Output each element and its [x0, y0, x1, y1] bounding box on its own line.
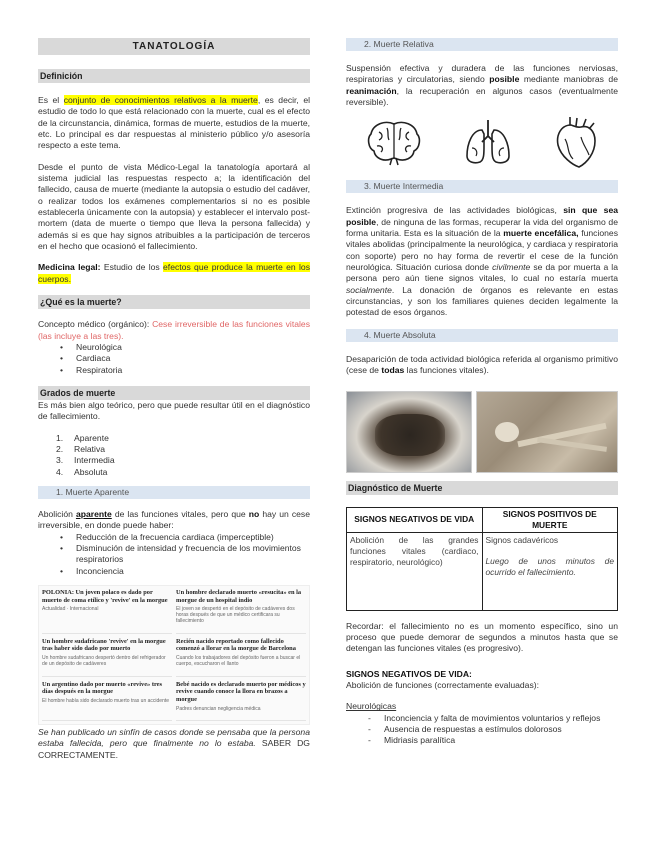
- signos-table: [346, 507, 618, 611]
- remains-photo: [346, 391, 472, 473]
- list-item: - Ausencia de respuestas a estímulos dolorosos: [366, 724, 618, 735]
- table-row: [347, 532, 618, 610]
- intermedia-paragraph: Extinción progresiva de las actividades biológicas, sin que sea posible, de ninguna de las formas, recuperar la vida del organismo de forma unitaria. Esta es la situación de la muerte encefálica, funciones vitales abolidas (principalmente la neurológica, y cardiaca y respiratoria con soporte) pero no hay forma de revertir el cese de la función neurológica. Situación curiosa donde civilmente se da por muerta a la persona pero aún tiene signos vitales, lo cual no estaría muerta socialmente. La donación de órganos es relevante en estas circunstancias, y son los familiares quienes deciden legalmente la potestad de esos órganos.: [346, 205, 619, 318]
- signos-negativos-heading: SIGNOS NEGATIVOS DE VIDA:: [346, 668, 472, 679]
- lungs-icon: [462, 116, 514, 168]
- recordar-paragraph: Recordar: el fallecimiento no es un momento específico, sino un proceso que puede demorar de segundos a minutos hasta que se detengan las funciones vitales (es progresivo).: [346, 620, 618, 654]
- grados-list: [56, 433, 310, 478]
- definicion-heading: Definición: [38, 69, 310, 83]
- muerte-aparente-heading: 1. Muerte Aparente: [38, 486, 310, 499]
- aparente-paragraph: Abolición aparente de las funciones vitales, pero que no hay un cese irreversible, en donde puede haber:: [38, 508, 310, 531]
- brain-icon: [365, 118, 423, 166]
- right-column: [346, 38, 618, 747]
- muerte-relativa-heading: 2. Muerte Relativa: [346, 38, 618, 51]
- list-item: 4. Absoluta: [56, 466, 108, 477]
- table-cell: Abolición de las grandes funciones vitales (cardiaco, respiratorio, neurológico): [347, 532, 483, 610]
- funciones-list: [58, 342, 310, 376]
- news-clipping: Un hombre sudafricano 'revive' en la morgue tras haber sido dado por muerto Un hombre sudafricano despertó dentro del refrigerador de un depósito de cadáveres: [42, 638, 172, 677]
- diagnostico-heading: Diagnóstico de Muerte: [346, 481, 618, 495]
- left-column: [38, 38, 310, 761]
- news-collage: [38, 585, 310, 725]
- heart-icon: [553, 115, 599, 169]
- definicion-paragraph: Es el conjunto de conocimientos relativos a la muerte, es decir, el estudio de todo lo que está relacionado con la muerte, cual es el efecto de la circunstancia, dinámica, formas de muerte, estudios de la muerte, etc. Lo principal es dar respuestas al ministerio público y/o asesoría respecto a este tema.: [38, 95, 311, 151]
- organ-icons: [346, 114, 618, 170]
- news-clipping: Un hombre declarado muerto «resucita» en la morgue de un hospital indio El joven se despertó en el depósito de cadáveres dos horas después de que un médico certificara su fallecimiento: [176, 589, 306, 634]
- news-clipping: POLONIA: Un joven polaco es dado por muerto de coma etílico y 'revive' en la morgue Actualidad · Internacional: [42, 589, 172, 634]
- medico-legal-paragraph: Desde el punto de vista Médico-Legal la tanatología aportará al sistema judicial las respuestas respecto a; la identificación del fallecido, causa de muerte (mediante la autopsia o estudio del cadáver, o realizar todos los exámenes complementarios si no es posible establecerla únicamente con la autopsia) y establecer el intervalo post-mortem (data de muerte o tiempo que lleva la persona fallecida) y además si es que hay signos atribuibles a la participación de terceros en el hecho que ocasionó el fallecimiento.: [38, 161, 310, 252]
- page-title: TANATOLOGÍA: [38, 38, 310, 55]
- list-item: 2. Relativa: [56, 443, 106, 454]
- que-es-muerte-heading: ¿Qué es la muerte?: [38, 295, 310, 309]
- list-item: 3. Intermedia: [56, 455, 115, 466]
- list-item: - Midriasis paralítica: [366, 735, 618, 746]
- medicina-legal-line: Medicina legal: Estudio de los efectos que produce la muerte en los cuerpos.: [38, 262, 311, 284]
- table-cell: Signos cadavéricos Luego de unos minutos de ocurrido el fallecimiento.: [482, 532, 618, 610]
- aparente-list: [58, 532, 310, 577]
- signos-negativos-subtitle: Abolición de funciones (correctamente evaluadas):: [346, 680, 539, 691]
- neurologicas-heading: Neurológicas: [346, 701, 397, 712]
- skeleton-photo: [476, 391, 618, 473]
- muerte-absoluta-heading: 4. Muerte Absoluta: [346, 329, 618, 342]
- list-item: • Disminución de intensidad y frecuencia de los movimientos respiratorios: [58, 543, 310, 566]
- news-caption: Se han publicado un sinfín de casos donde se pensaba que la persona estaba fallecida, pero que finalmente no lo estaba. SABER DG CORRECTAMENTE.: [38, 727, 310, 760]
- list-item: • Inconciencia: [58, 566, 310, 577]
- grados-heading: Grados de muerte: [38, 386, 310, 400]
- list-item: • Neurológica: [58, 342, 310, 353]
- muerte-intermedia-heading: 3. Muerte Intermedia: [346, 180, 618, 193]
- list-item: • Reducción de la frecuencia cardiaca (imperceptible): [58, 532, 310, 543]
- neurologicas-list: [366, 713, 618, 747]
- news-clipping: Bebé nacido es declarado muerto por médicos y revive cuando conoce la llora en brazos a morgue Padres denuncian negligencia médica: [176, 681, 306, 721]
- grados-paragraph: Es más bien algo teórico, pero que puede resultar útil en el diagnóstico de fallecimiento.: [38, 399, 310, 422]
- news-clipping: Recién nacido reportado como fallecido comenzó a llorar en la morgue de Barcelona Cuando los trabajadores del depósito fueron a buscar el cuerpo, escucharon el llanto: [176, 638, 306, 677]
- news-clipping: Un argentino dado por muerto «revive» tres días después en la morgue El hombre había sido declarado muerto tras un accidente: [42, 681, 172, 721]
- table-header: SIGNOS NEGATIVOS DE VIDA: [347, 507, 483, 532]
- absoluta-paragraph: Desaparición de toda actividad biológica referida al organismo primitivo (cese de todas las funciones vitales).: [346, 353, 618, 376]
- list-item: • Respiratoria: [58, 365, 310, 376]
- list-item: 1. Aparente: [56, 432, 109, 443]
- list-item: - Inconciencia y falta de movimientos voluntarios y reflejos: [366, 713, 618, 724]
- remains-photos: [346, 391, 618, 473]
- concepto-medico: Concepto médico (orgánico): Cese irreversible de las funciones vitales (las incluye a las tres).: [38, 319, 310, 341]
- relativa-paragraph: Suspensión efectiva y duradera de las funciones nerviosas, respiratorias y circulatorias, siendo posible mediante maniobras de reanimación, la recuperación en algunos casos (eventualmente reversible).: [346, 63, 618, 108]
- table-header: SIGNOS POSITIVOS DE MUERTE: [482, 507, 618, 532]
- list-item: • Cardiaca: [58, 353, 310, 364]
